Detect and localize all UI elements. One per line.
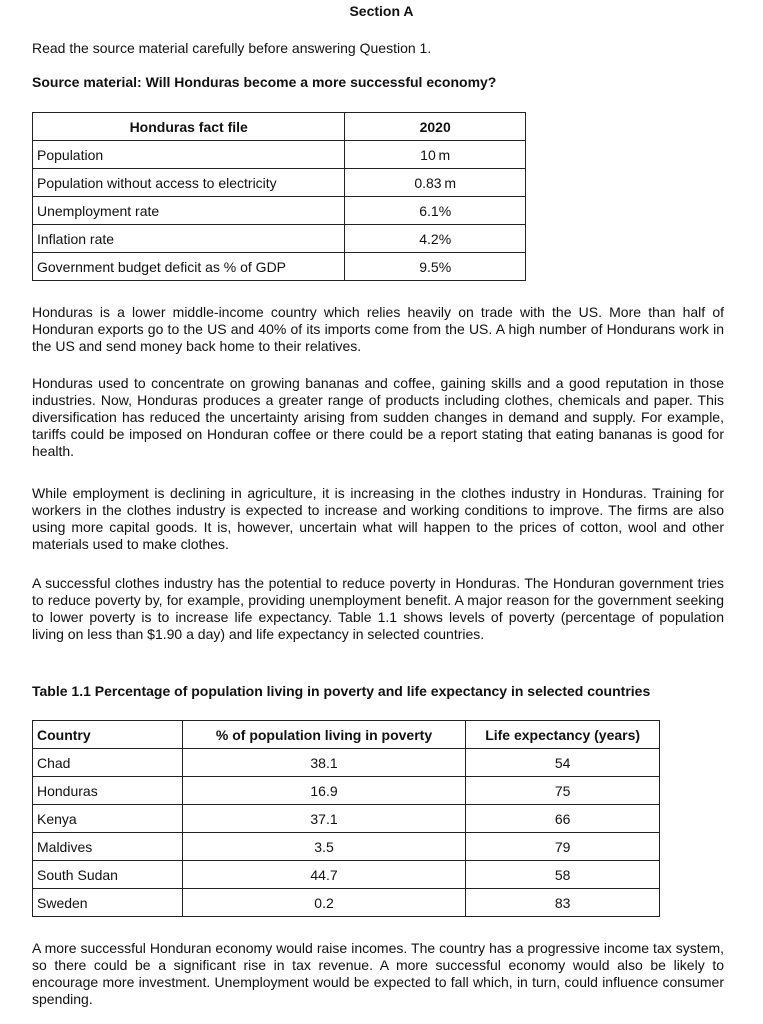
poverty-value: 16.9 [182,777,465,805]
source-heading: Source material: Will Honduras become a more successful economy? [32,74,497,90]
poverty-header-row [33,721,660,749]
fact-label: Population without access to electricity [33,169,345,197]
life-expectancy-value: 54 [466,749,660,777]
poverty-value: 44.7 [182,861,465,889]
paragraph-economy: A more successful Honduran economy would raise incomes. The country has a progressive income tax system, so there could be a significant rise in tax revenue. A more successful economy would also be likely to encourage more investment. Unemployment would be expected to fall which, in turn, could influence consumer spending. [32,940,724,1007]
header-country: Country [33,721,183,749]
table-row [33,805,660,833]
fact-value: 6.1% [345,197,526,225]
country-name: Sweden [33,889,183,917]
life-expectancy-value: 66 [466,805,660,833]
poverty-value: 0.2 [182,889,465,917]
paragraph-diversification: Honduras used to concentrate on growing bananas and coffee, gaining skills and a good reputation in those industries. Now, Honduras produces a greater range of products including clothes, chemicals and paper. This diversification has reduced the uncertainty arising from sudden changes in demand and supply. For example, tariffs could be imposed on Honduran coffee or there could be a report stating that eating bananas is good for health. [32,375,724,459]
table-row [33,197,526,225]
country-name: Honduras [33,777,183,805]
fact-label: Population [33,141,345,169]
life-expectancy-value: 58 [466,861,660,889]
table-row [33,889,660,917]
fact-file-header-year: 2020 [345,113,526,141]
fact-value: 4.2% [345,225,526,253]
table-row [33,253,526,281]
intro-instruction: Read the source material carefully before answering Question 1. [32,40,432,56]
table-row [33,749,660,777]
fact-label: Inflation rate [33,225,345,253]
header-poverty: % of population living in poverty [182,721,465,749]
fact-label: Government budget deficit as % of GDP [33,253,345,281]
country-name: Chad [33,749,183,777]
table-caption: Table 1.1 Percentage of population living in poverty and life expectancy in selected countries [32,683,651,699]
fact-value: 10 m [345,141,526,169]
table-row [33,777,660,805]
section-title: Section A [349,3,414,19]
table-row [33,141,526,169]
life-expectancy-value: 83 [466,889,660,917]
table-row [33,833,660,861]
fact-file-header-label: Honduras fact file [33,113,345,141]
fact-value: 0.83 m [345,169,526,197]
poverty-value: 3.5 [182,833,465,861]
fact-file-table [32,112,526,281]
life-expectancy-value: 79 [466,833,660,861]
poverty-value: 37.1 [182,805,465,833]
poverty-value: 38.1 [182,749,465,777]
header-life-expectancy: Life expectancy (years) [466,721,660,749]
life-expectancy-value: 75 [466,777,660,805]
paragraph-poverty: A successful clothes industry has the potential to reduce poverty in Honduras. The Honduran government tries to reduce poverty by, for example, providing unemployment benefit. A major reason for the government seeking to lower poverty is to increase life expectancy. Table 1.1 shows levels of poverty (percentage of population living on less than $1.90 a day) and life expectancy in selected countries. [32,575,724,642]
poverty-table [32,720,660,917]
table-row [33,861,660,889]
country-name: Maldives [33,833,183,861]
fact-value: 9.5% [345,253,526,281]
table-row [33,169,526,197]
country-name: South Sudan [33,861,183,889]
country-name: Kenya [33,805,183,833]
paragraph-trade: Honduras is a lower middle-income country which relies heavily on trade with the US. More than half of Honduran exports go to the US and 40% of its imports come from the US. A high number of Hondurans work in the US and send money back home to their relatives. [32,304,724,354]
paragraph-employment: While employment is declining in agriculture, it is increasing in the clothes industry in Honduras. Training for workers in the clothes industry is expected to increase and working conditions to improve. The firms are also using more capital goods. It is, however, uncertain what will happen to the prices of cotton, wool and other materials used to make clothes. [32,485,724,552]
table-row [33,225,526,253]
fact-file-header-row [33,113,526,141]
fact-label: Unemployment rate [33,197,345,225]
